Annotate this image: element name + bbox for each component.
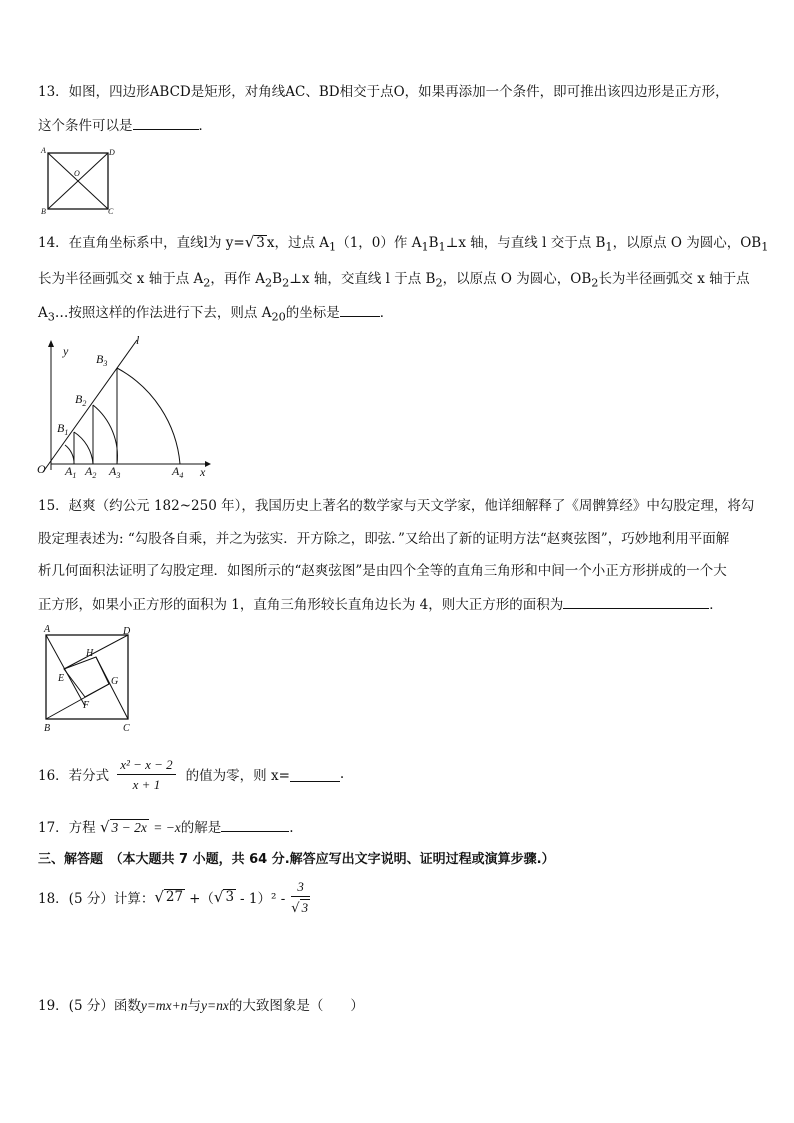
sqrt-sign: √ — [213, 888, 224, 906]
q14-text-1b: x，过点 A — [266, 235, 330, 251]
q15-line2: 股定理表述为: “勾股各自乘，并之为弦实．开方除之，即弦．”又给出了新的证明方法“赵爽弦图”，巧妙地利用平面解 — [38, 531, 730, 547]
sub: 2 — [435, 276, 443, 290]
sqrt-sign: √ — [154, 888, 164, 906]
q18-den-radicand: 3 — [301, 899, 309, 915]
q14-text-3b: …按照这样的作法进行下去，则点 A — [54, 305, 272, 321]
sub: 2 — [591, 276, 599, 290]
q17-end: . — [289, 820, 294, 836]
y-axis-arrow-icon — [48, 340, 54, 347]
label-l: l — [136, 333, 140, 347]
label-a3: $A_3$ — [109, 464, 121, 480]
q19-line — [38, 997, 364, 1015]
q13-prompt: 这个条件可以是 — [38, 118, 133, 134]
sqrt-sign: √ — [244, 233, 255, 251]
label-b: B — [44, 723, 51, 734]
q14-answer-blank — [340, 302, 380, 317]
q19-f1: y=mx+n — [140, 998, 188, 1013]
label-d: D — [123, 626, 131, 637]
q18-sqrt3: 3 — [225, 889, 235, 905]
hyp-d — [64, 635, 128, 669]
label-a: A — [41, 146, 46, 155]
q14-text-2d: ⊥x 轴，交直线 l 于点 B — [289, 271, 436, 287]
q14-text-1e: ⊥x 轴，与直线 l 交于点 B — [445, 235, 606, 251]
q18-denominator: √ 3 — [291, 899, 309, 916]
label-c: C — [123, 723, 130, 734]
label-f: F — [83, 700, 90, 711]
label-a2: $A_2$ — [85, 464, 97, 480]
q14-end: ． — [379, 305, 394, 321]
q15-answer-blank — [563, 594, 709, 609]
q14-text-3c: 的坐标是 — [285, 305, 340, 321]
label-a4: $A_4$ — [172, 464, 184, 480]
q18-plus: +（ — [189, 891, 214, 907]
q17-answer-blank — [221, 817, 289, 832]
q19-and: 与 — [187, 998, 202, 1014]
q15-end: ． — [709, 597, 723, 613]
sub: 1 — [438, 240, 446, 254]
q14-text-1f: ，以原点 O 为圆心，OB — [612, 235, 762, 251]
q13-line1: 13．如图，四边形ABCD是矩形，对角线AC、BD相交于点O，如果再添加一个条件，即可推出该四边形是正方形， — [38, 84, 729, 100]
label-g: G — [111, 676, 119, 687]
line-l — [43, 340, 137, 472]
q14-text-2f: 长为半径画弧交 x 轴于点 — [598, 271, 750, 287]
q15-line3: 析几何面积法证明了勾股定理．如图所示的“赵爽弦图”是由四个全等的直角三角形和中间一个小正方形拼成的一个大 — [38, 563, 727, 579]
q16-line — [38, 754, 344, 794]
q13-rectangle-figure — [38, 144, 118, 218]
q18-fraction — [291, 879, 310, 916]
q14-text-2b: ，再作 A — [210, 271, 265, 287]
sub: 1 — [421, 240, 429, 254]
q17-line — [38, 817, 294, 837]
q18-numerator: 3 — [291, 879, 310, 897]
q15-zhaoshuang-figure — [38, 622, 138, 734]
q19-post: 的大致图象是（ ） — [228, 998, 364, 1014]
label-h: H — [86, 648, 94, 659]
q18-pre: 18．(5 分）计算： — [38, 891, 155, 907]
q14-text-1a: 14．在直角坐标系中，直线l为 y= — [38, 235, 245, 251]
label-d: D — [109, 148, 115, 157]
q13-end: ． — [198, 118, 212, 134]
q15-text-4: 正方形，如果小正方形的面积为 1，直角三角形较长直角边长为 4，则大正方形的面积为 — [38, 597, 564, 613]
sub: 2 — [264, 276, 273, 290]
q13-line2 — [38, 115, 212, 135]
sqrt-sign: √ — [99, 818, 110, 836]
q19-pre: 19．(5 分）函数 — [38, 998, 141, 1014]
q13-answer-blank — [133, 115, 199, 130]
label-o: O — [37, 462, 46, 476]
sub: 2 — [282, 276, 290, 290]
label-b2: $B_2$ — [75, 392, 87, 408]
arc-3 — [93, 405, 117, 464]
q17-pre: 17．方程 — [38, 820, 96, 836]
q16-post: 的值为零，则 x= — [185, 768, 290, 784]
q15-line1: 15．赵爽（约公元 182~250 年），我国历史上著名的数学家与天文学家，他详细解释了《周髀算经》中勾股定理，将勾 — [38, 498, 755, 514]
sub: 1 — [605, 240, 613, 254]
label-y: y — [63, 344, 69, 358]
q16-fraction — [117, 757, 175, 792]
q16-denominator: x + 1 — [132, 776, 161, 792]
q16-numerator: x² − x − 2 — [117, 757, 175, 775]
arc-4 — [117, 368, 180, 464]
small-square — [64, 657, 109, 697]
label-a: A — [44, 624, 51, 635]
label-b: B — [41, 207, 46, 216]
q14-text-1c: （1，0）作 A — [336, 235, 422, 251]
label-e: E — [58, 673, 65, 684]
q14-line2 — [38, 270, 750, 293]
q14-text-3a: A — [38, 305, 48, 321]
sub: 1 — [761, 240, 769, 254]
label-o: O — [74, 169, 80, 178]
q14-coordinate-figure — [33, 332, 213, 480]
sub: 20 — [271, 310, 286, 324]
q16-end: . — [339, 766, 345, 782]
label-c: C — [108, 207, 114, 216]
sub: 1 — [329, 240, 337, 254]
label-b3: $B_3$ — [96, 352, 108, 368]
q16-pre: 16．若分式 — [38, 768, 110, 784]
q18-sqrt27: 27 — [165, 889, 184, 905]
q18-mid: - 1）² - — [240, 891, 286, 907]
q14-line3 — [38, 302, 393, 327]
label-a1: $A_1$ — [65, 464, 77, 480]
q14-text-2c: B — [272, 271, 283, 287]
q19-f2: y=nx — [201, 998, 229, 1013]
q14-text-2e: ，以原点 O 为圆心，OB — [442, 271, 592, 287]
sub: 3 — [47, 310, 55, 324]
q17-post: 的解是 — [180, 820, 222, 836]
sub: 2 — [203, 276, 211, 290]
q18-line — [38, 876, 310, 918]
q14-line1 — [38, 233, 768, 257]
q14-text-1d: B — [428, 235, 439, 251]
label-x: x — [200, 465, 206, 479]
arc-2 — [74, 432, 93, 464]
q17-rhs: = −x — [153, 820, 181, 835]
q16-answer-blank — [290, 767, 340, 782]
q17-radicand: 3 − 2x — [111, 820, 147, 835]
arc-1 — [65, 445, 74, 464]
q15-line4 — [38, 594, 723, 614]
q14-text-2a: 长为半径画弧交 x 轴于点 A — [38, 271, 204, 287]
x-axis-arrow-icon — [205, 461, 211, 467]
section-3-heading: 三、解答题 （本大题共 7 小题，共 64 分.解答应写出文字说明、证明过程或演算步骤.） — [38, 852, 555, 867]
q14-sqrt3: 3 — [256, 235, 265, 251]
label-b1: $B_1$ — [57, 421, 69, 437]
